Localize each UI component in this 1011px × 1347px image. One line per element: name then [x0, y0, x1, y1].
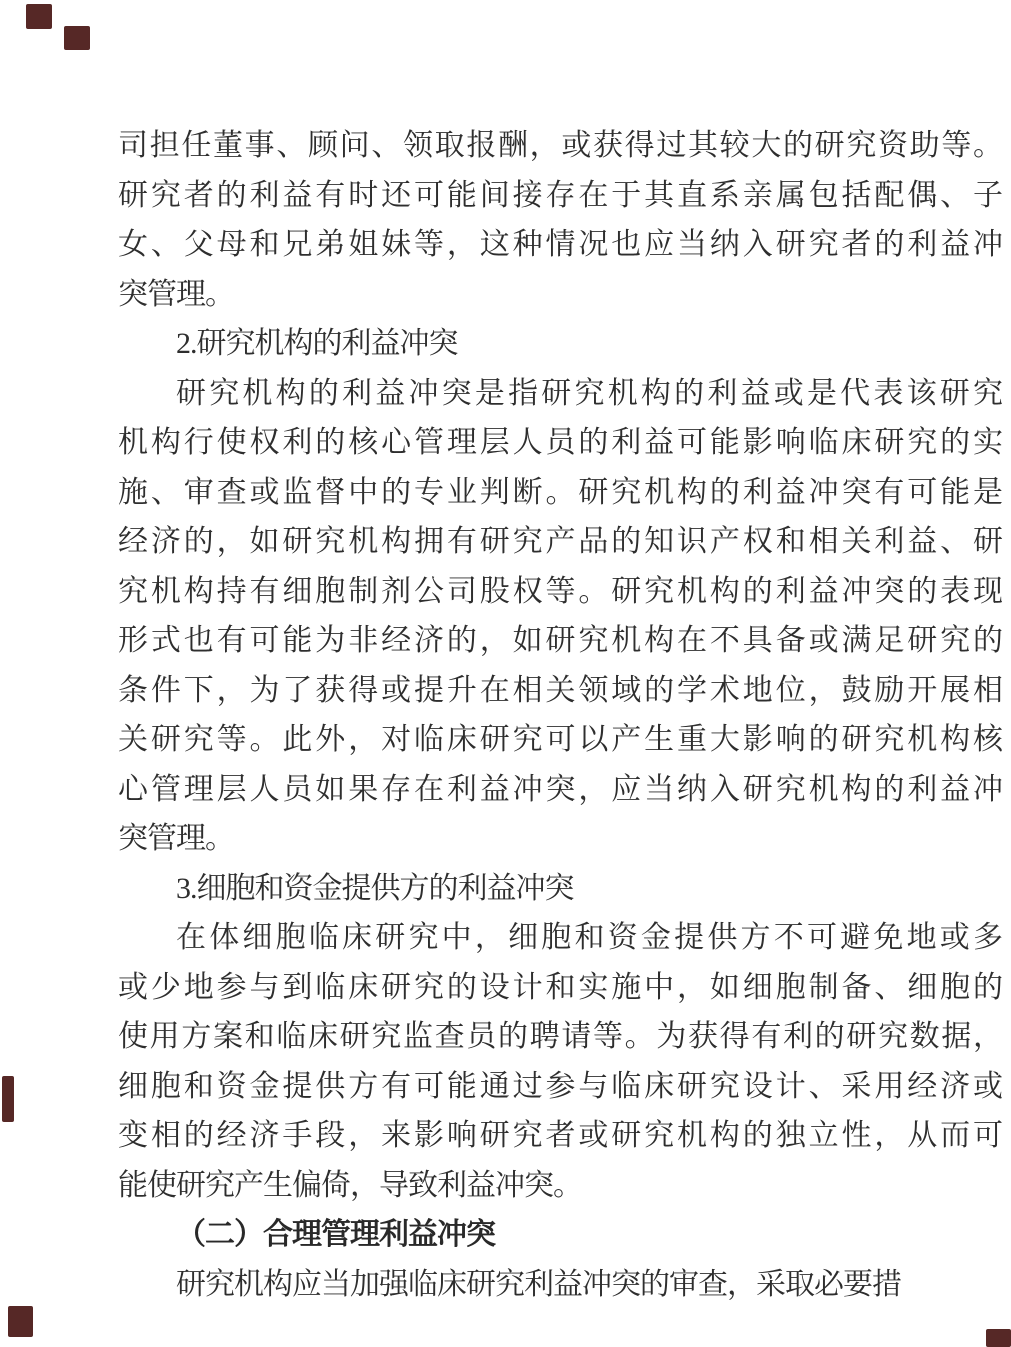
- heading-item-3: 3.细胞和资金提供方的利益冲突: [176, 871, 574, 905]
- subsection-heading: （二）合理管理利益冲突: [176, 1218, 495, 1251]
- heading-item-2: 2.研究机构的利益冲突: [176, 327, 458, 360]
- text-line: 经济的，如研究机构拥有研究产品的知识产权和相关利益、研: [118, 525, 1002, 558]
- text-line: 研究机构应当加强临床研究利益冲突的审查，采取必要措: [176, 1267, 901, 1301]
- text-line: 施、审查或监督中的专业判断。研究机构的利益冲突有可能是: [118, 475, 1002, 509]
- text-line: 变相的经济手段，来影响研究者或研究机构的独立性，从而可: [118, 1119, 1002, 1152]
- text-line: 突管理。: [118, 822, 234, 855]
- text-line: 在体细胞临床研究中，细胞和资金提供方不可避免地或多: [176, 921, 1002, 954]
- scan-artifact-top-left-1: [26, 4, 52, 29]
- scan-artifact-bottom-left: [8, 1306, 33, 1337]
- text-line: 关研究等。此外，对临床研究可以产生重大影响的研究机构核: [118, 723, 1002, 756]
- text-line: 条件下，为了获得或提升在相关领域的学术地位，鼓励开展相: [118, 673, 1002, 707]
- text-line: 司担任董事、顾问、领取报酬，或获得过其较大的研究资助等。: [118, 129, 1002, 162]
- text-line: 能使研究产生偏倚，导致利益冲突。: [118, 1168, 582, 1202]
- text-line: 研究者的利益有时还可能间接存在于其直系亲属包括配偶、子: [118, 178, 1002, 212]
- scan-artifact-left-edge: [2, 1076, 14, 1122]
- scan-artifact-top-left-2: [64, 26, 90, 50]
- text-line: 或少地参与到临床研究的设计和实施中，如细胞制备、细胞的: [118, 970, 1002, 1004]
- text-line: 心管理层人员如果存在利益冲突，应当纳入研究机构的利益冲: [118, 772, 1002, 806]
- text-line: 使用方案和临床研究监查员的聘请等。为获得有利的研究数据，: [118, 1020, 1002, 1053]
- scan-artifact-bottom-right: [986, 1329, 1011, 1347]
- text-line: 细胞和资金提供方有可能通过参与临床研究设计、采用经济或: [118, 1069, 1002, 1103]
- text-line: 形式也有可能为非经济的，如研究机构在不具备或满足研究的: [118, 624, 1002, 657]
- text-column: [118, 121, 1002, 1309]
- text-line: 研究机构的利益冲突是指研究机构的利益或是代表该研究: [176, 376, 1002, 410]
- text-line: 突管理。: [118, 277, 234, 311]
- text-line: 机构行使权利的核心管理层人员的利益可能影响临床研究的实: [118, 426, 1002, 459]
- text-line: 究机构持有细胞制剂公司股权等。研究机构的利益冲突的表现: [118, 574, 1002, 608]
- text-line: 女、父母和兄弟姐妹等，这种情况也应当纳入研究者的利益冲: [118, 228, 1002, 261]
